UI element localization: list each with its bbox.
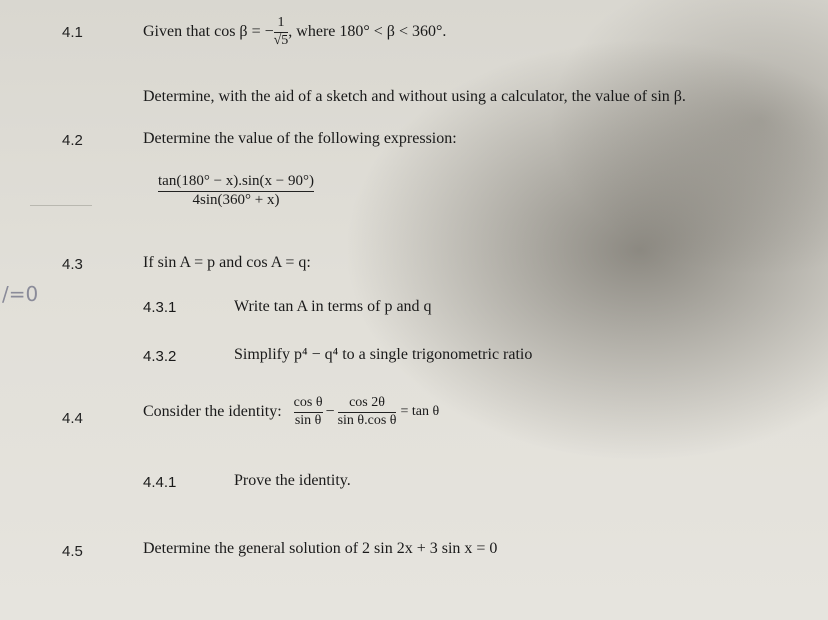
question-4-5-text: Determine the general solution of 2 sin 2x + 3 sin x = 0 — [143, 540, 498, 557]
question-4-2-text: Determine the value of the following expression: — [143, 130, 457, 147]
question-4-1-instruction: Determine, with the aid of a sketch and without using a calculator, the value of sin β. — [143, 88, 686, 105]
question-number-4-5: 4.5 — [62, 543, 83, 560]
question-4-1-given — [143, 16, 446, 48]
fraction-1-numerator: cos θ — [293, 395, 323, 410]
fraction-2-numerator: cos 2θ — [349, 395, 385, 410]
question-4-4-1-text: Prove the identity. — [234, 472, 351, 489]
question-number-4-2: 4.2 — [62, 132, 83, 149]
question-number-4-1: 4.1 — [62, 24, 83, 41]
fraction-denominator: √5 — [273, 32, 289, 48]
fraction-numerator: 1 — [277, 15, 285, 30]
identity-minus: − — [325, 403, 335, 421]
margin-dash — [30, 205, 92, 206]
question-4-2-expression — [158, 174, 314, 209]
question-4-3-2-text: Simplify p⁴ − q⁴ to a single trigonometric ratio — [234, 346, 533, 363]
question-4-4-identity — [143, 396, 439, 428]
beta-range: , where 180° < β < 360°. — [288, 22, 447, 40]
identity-fraction-1 — [294, 396, 323, 428]
question-4-3-1-number: 4.3.1 — [143, 299, 177, 316]
question-4-3-2-number: 4.3.2 — [143, 348, 177, 365]
question-4-3-1-text: Write tan A in terms of p and q — [234, 298, 432, 315]
identity-fraction-2 — [338, 396, 397, 428]
identity-rhs: = tan θ — [400, 404, 440, 420]
question-4-3-text: If sin A = p and cos A = q: — [143, 254, 311, 271]
cos-beta-fraction — [274, 16, 289, 48]
handwritten-margin-note: /=0 — [2, 282, 39, 306]
expression-denominator: 4sin(360° + x) — [192, 191, 280, 208]
fraction-1-denominator: sin θ — [294, 412, 322, 428]
question-4-4-1-number: 4.4.1 — [143, 474, 177, 491]
question-number-4-3: 4.3 — [62, 256, 83, 273]
fraction-2-denominator: sin θ.cos θ — [337, 412, 397, 428]
question-number-4-4: 4.4 — [62, 410, 83, 427]
identity-prefix: Consider the identity: — [143, 403, 282, 421]
cos-beta: cos β = − — [214, 22, 274, 40]
expression-numerator: tan(180° − x).sin(x − 90°) — [158, 173, 314, 189]
expression-fraction — [158, 174, 314, 209]
given-prefix: Given that — [143, 22, 211, 40]
